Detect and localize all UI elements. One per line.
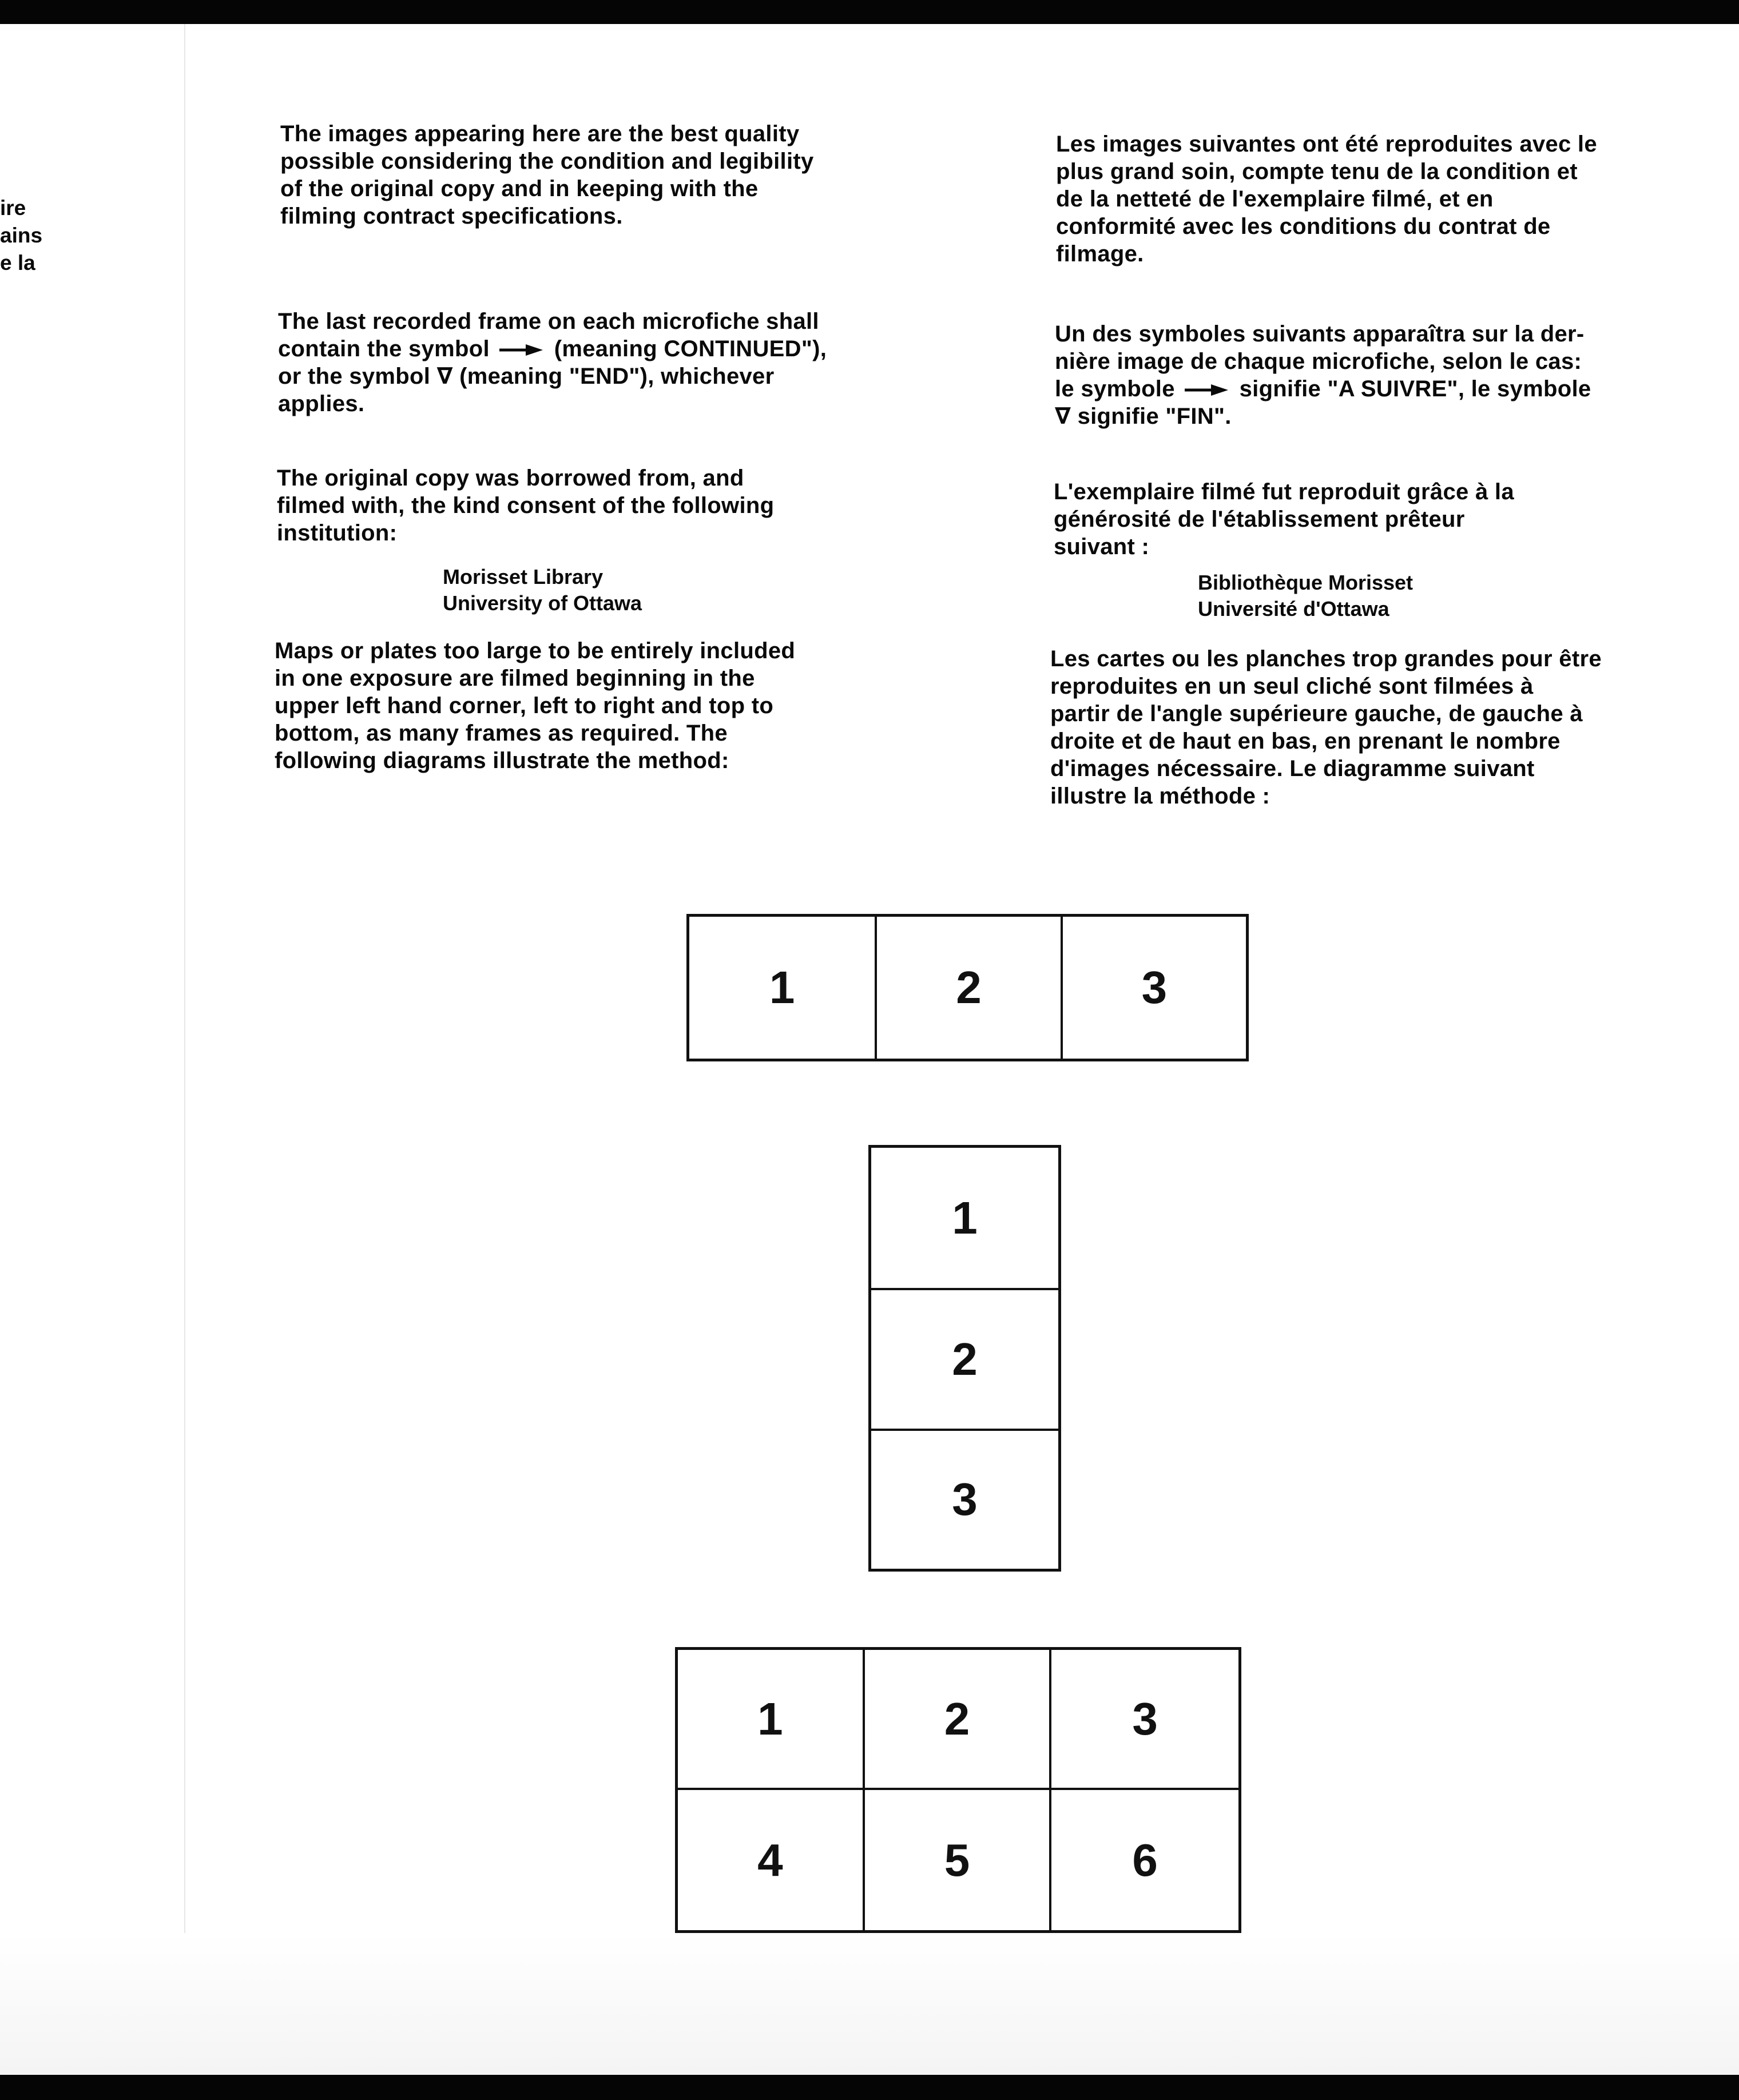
french-institution-name [1198,570,1413,622]
french-method-paragraph [1050,645,1602,810]
text-line: suivant : [1054,534,1150,559]
institution-line: Université d'Ottawa [1198,597,1389,621]
text-line: filming contract specifications. [280,204,623,229]
diagram-cell: 1 [952,1192,978,1243]
text-line: filmed with, the kind consent of the following [277,493,775,518]
scan-border-bottom [0,2075,1739,2100]
text-line: The last recorded frame on each microfiche shall [278,309,819,334]
english-quality-paragraph [280,120,814,230]
text-line: Les images suivantes ont été reproduites avec le [1056,132,1597,157]
text-line: filmage. [1056,241,1144,267]
text-line: institution: [277,520,398,546]
english-institution-paragraph [277,464,774,547]
text-line: The images appearing here are the best quality [280,121,800,146]
text-line: applies. [278,391,365,416]
text-line: de la netteté de l'exemplaire filmé, et en [1056,186,1494,212]
text-line: nière image de chaque microfiche, selon le cas: [1055,349,1582,374]
diagram-cell: 6 [1132,1834,1158,1886]
scan-border-top [0,0,1739,24]
fragment-line: ains [0,224,43,247]
diagram-vertical-three [868,1145,1061,1572]
scan-shadow-bottom [0,1933,1739,2075]
text-line: of the original copy and in keeping with the [280,176,759,201]
text-line: possible considering the condition and legibility [280,149,814,174]
text-line: partir de l'angle supérieure gauche, de gauche à [1050,701,1583,726]
text-line: The original copy was borrowed from, and [277,466,744,491]
facing-page-fragment [0,194,42,277]
english-institution-name [443,564,642,617]
text-line [278,335,827,363]
text-line: upper left hand corner, left to right and top to [275,693,774,718]
diagram-cell: 2 [865,1650,1052,1790]
diagram-cell: 1 [769,962,795,1013]
text-line: following diagrams illustrate the method: [275,748,729,773]
page-gutter [184,24,185,2075]
diagram-cell: 4 [678,1790,865,1930]
french-quality-paragraph [1056,130,1597,268]
diagram-grid-six [675,1647,1241,1933]
diagram-cell: 2 [875,917,1060,1059]
text-line [1055,375,1591,403]
text-line: Les cartes ou les planches trop grandes pour être [1050,646,1602,671]
english-method-paragraph [275,637,795,774]
text-segment: le symbole [1055,376,1175,401]
text-line: plus grand soin, compte tenu de la condition et [1056,159,1578,184]
text-segment: (meaning CONTINUED"), [554,336,827,361]
diagram-cell: 3 [871,1429,1058,1569]
diagram-cell: 3 [1051,1650,1238,1790]
continued-arrow-icon [499,343,544,357]
fragment-line: e la [0,251,35,275]
text-line: in one exposure are filmed beginning in the [275,666,755,691]
text-line: conformité avec les conditions du contrat de [1056,214,1551,239]
text-line: générosité de l'établissement prêteur [1054,507,1465,532]
diagram-cell: 5 [865,1790,1052,1930]
text-segment: contain the symbol [278,336,490,361]
text-line: bottom, as many frames as required. The [275,721,728,746]
text-line: L'exemplaire filmé fut reproduit grâce à la [1054,479,1514,504]
text-line: illustre la méthode : [1050,783,1270,809]
diagram-cell: 1 [678,1650,865,1790]
diagram-horizontal-three [686,914,1249,1061]
institution-line: Bibliothèque Morisset [1198,571,1414,594]
text-line: reproduites en un seul cliché sont filmées à [1050,674,1534,699]
diagram-cell: 3 [1061,917,1246,1059]
french-institution-paragraph [1054,478,1514,560]
text-line: Maps or plates too large to be entirely included [275,638,796,663]
text-line: or the symbol ∇ (meaning "END"), whichever [278,364,775,389]
french-symbol-paragraph [1055,320,1591,430]
institution-line: University of Ottawa [443,591,642,615]
text-line: ∇ signifie "FIN". [1055,404,1232,429]
text-segment: signifie "A SUIVRE", le symbole [1239,376,1591,401]
text-line: Un des symboles suivants apparaîtra sur la der- [1055,321,1585,347]
text-line: d'images nécessaire. Le diagramme suivant [1050,756,1535,781]
fragment-line: ire [0,196,26,220]
english-symbol-paragraph [278,308,827,417]
institution-line: Morisset Library [443,565,604,588]
text-line: droite et de haut en bas, en prenant le nombre [1050,729,1561,754]
continued-arrow-icon [1185,383,1229,397]
diagram-cell: 2 [871,1288,1058,1428]
